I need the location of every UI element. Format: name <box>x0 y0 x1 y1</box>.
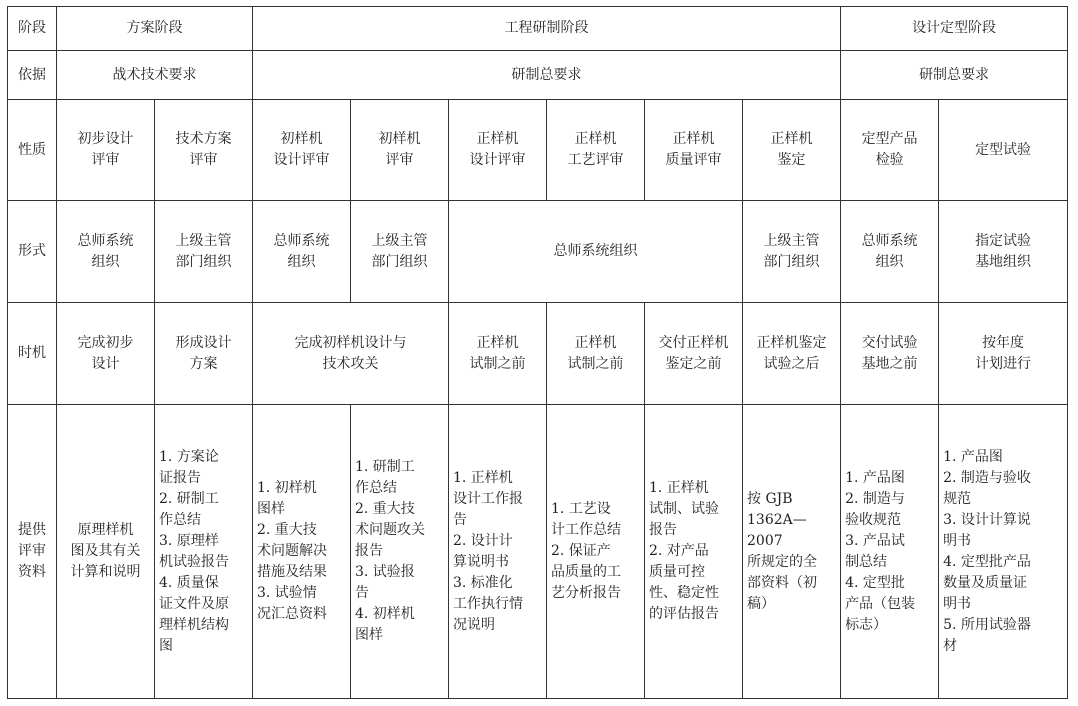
cell-line: 2. 设计计 <box>453 532 513 549</box>
cell-line: 评审 <box>18 543 46 559</box>
cell-line: 4. 定型批产品 <box>943 553 1031 570</box>
review-stage-table <box>7 6 1068 699</box>
cell-line: 设计 <box>91 355 120 372</box>
cell-line: 证文件及原 <box>159 595 229 612</box>
cell-line: 报告 <box>649 522 677 538</box>
cell-line: 计划进行 <box>975 355 1032 372</box>
cell-line: 完成初样机设计与 <box>294 334 407 351</box>
cell-line: 理样机结构 <box>159 616 229 633</box>
cell-line: 机试验报告 <box>159 553 229 570</box>
cell-line: 图样 <box>257 501 285 517</box>
cell-line: 技术方案 <box>175 131 232 147</box>
cell-line: 定型产品 <box>861 131 918 147</box>
nature-cell <box>351 100 449 201</box>
form-cell <box>155 201 253 303</box>
materials-cell <box>841 405 939 699</box>
cell-line: 正样机 <box>770 131 813 147</box>
materials-cell <box>253 405 351 699</box>
cell-line: 提供 <box>18 522 46 538</box>
cell-line: 质量评审 <box>665 152 722 168</box>
cell-line: 制总结 <box>845 553 888 570</box>
materials-cell <box>743 405 841 699</box>
basis-row-label: 依据 <box>8 51 57 100</box>
form-cell <box>253 201 351 303</box>
cell-line: 标志） <box>845 616 888 633</box>
cell-line: 部门组织 <box>763 253 820 270</box>
nature-cell <box>449 100 547 201</box>
cell-line: 指定试验 <box>975 232 1032 249</box>
cell-line: 资料 <box>18 564 46 580</box>
cell-line: 鉴定之前 <box>665 355 722 372</box>
cell-line: 交付正样机 <box>658 334 729 351</box>
cell-line: 1. 方案论 <box>159 448 219 465</box>
cell-line: 部门组织 <box>175 253 232 270</box>
timing-row <box>8 303 1068 405</box>
cell-line: 初样机 <box>280 131 323 147</box>
stage-scheme: 方案阶段 <box>57 7 253 51</box>
cell-line: 1. 工艺设 <box>551 501 611 517</box>
cell-line: 总师系统 <box>273 232 330 249</box>
cell-line: 总师系统组织 <box>553 243 638 259</box>
cell-line: 正样机 <box>574 131 617 147</box>
cell-line: 材 <box>943 637 958 654</box>
cell-line: 上级主管 <box>763 232 820 249</box>
form-cell <box>939 201 1068 303</box>
cell-line: 按年度 <box>982 334 1025 351</box>
timing-cell <box>645 303 743 405</box>
cell-line: 定型试验 <box>975 141 1032 158</box>
nature-cell <box>57 100 155 201</box>
form-cell <box>351 201 449 303</box>
cell-line: 组织 <box>287 253 316 270</box>
nature-cell <box>645 100 743 201</box>
cell-line: 试制、试验 <box>649 501 719 517</box>
stage-design: 设计定型阶段 <box>841 7 1068 51</box>
basis-row <box>8 51 1068 100</box>
cell-line: 2. 重大技 <box>257 522 317 538</box>
cell-line: 鉴定 <box>777 152 806 168</box>
timing-cell <box>939 303 1068 405</box>
timing-cell <box>743 303 841 405</box>
cell-line: 总师系统 <box>77 232 134 249</box>
cell-line: 产品（包装 <box>845 595 916 612</box>
timing-cell <box>57 303 155 405</box>
cell-line: 2. 研制工 <box>159 490 219 507</box>
cell-line: 图及其有关 <box>70 543 141 559</box>
cell-line: 3. 试验情 <box>257 585 317 601</box>
cell-line: 试制之前 <box>567 355 624 372</box>
nature-cell <box>841 100 939 201</box>
cell-line: 基地组织 <box>975 253 1032 270</box>
cell-line: 1. 正样机 <box>649 480 709 496</box>
cell-line: 部资料（初 <box>747 574 817 591</box>
cell-line: 检验 <box>875 152 904 168</box>
cell-line: 2. 制造与验收 <box>943 469 1031 486</box>
timing-cell <box>841 303 939 405</box>
cell-line: 2. 保证产 <box>551 543 611 559</box>
cell-line: 证报告 <box>159 469 201 486</box>
cell-line: 艺分析报告 <box>551 585 621 601</box>
cell-line: 技术攻关 <box>322 355 379 372</box>
cell-line: 正样机 <box>476 131 519 147</box>
cell-line: 的评估报告 <box>649 606 719 622</box>
cell-line: 术问题攻关 <box>355 522 425 538</box>
cell-line: 规范 <box>943 490 972 507</box>
cell-line: 评审 <box>189 152 218 168</box>
cell-line: 况说明 <box>453 616 495 633</box>
cell-line: 组织 <box>875 253 904 270</box>
cell-line: 1. 产品图 <box>845 469 905 486</box>
basis-design: 研制总要求 <box>841 51 1068 100</box>
cell-line: 3. 原理样 <box>159 532 219 549</box>
cell-line: 2. 对产品 <box>649 543 709 559</box>
cell-line: 正样机 <box>476 334 519 351</box>
materials-cell <box>939 405 1068 699</box>
cell-line: 上级主管 <box>175 232 232 249</box>
cell-line: 3. 试验报 <box>355 564 415 580</box>
cell-line: 工艺评审 <box>567 152 624 168</box>
nature-cell <box>547 100 645 201</box>
materials-cell <box>449 405 547 699</box>
cell-line: 3. 标准化 <box>453 574 513 591</box>
basis-engineering: 研制总要求 <box>253 51 841 100</box>
cell-line: 1362A—2007 <box>747 511 807 549</box>
cell-line: 基地之前 <box>861 355 918 372</box>
nature-cell <box>155 100 253 201</box>
cell-line: 计算和说明 <box>70 564 141 580</box>
nature-row <box>8 100 1068 201</box>
form-cell <box>841 201 939 303</box>
cell-line: 设计工作报 <box>453 490 523 507</box>
timing-row-label: 时机 <box>8 303 57 405</box>
cell-line: 明书 <box>943 595 972 612</box>
cell-line: 作总结 <box>355 480 397 496</box>
nature-cell <box>253 100 351 201</box>
cell-line: 告 <box>453 511 467 528</box>
cell-line: 评审 <box>91 152 120 168</box>
cell-line: 4. 初样机 <box>355 606 415 622</box>
cell-line: 1. 初样机 <box>257 480 317 496</box>
timing-cell <box>449 303 547 405</box>
materials-row-label <box>8 405 57 699</box>
cell-line: 4. 定型批 <box>845 574 905 591</box>
cell-line: 部门组织 <box>371 253 428 270</box>
cell-line: 设计评审 <box>469 152 526 168</box>
cell-line: 4. 质量保 <box>159 574 219 591</box>
cell-line: 所规定的全 <box>747 553 817 570</box>
cell-line: 组织 <box>91 253 120 270</box>
cell-line: 2. 制造与 <box>845 490 905 507</box>
materials-cell <box>57 405 155 699</box>
cell-line: 试验之后 <box>763 355 820 372</box>
stage-row <box>8 7 1068 51</box>
cell-line: 措施及结果 <box>257 564 327 580</box>
cell-line: 评审 <box>385 152 414 168</box>
cell-line: 完成初步 <box>77 334 134 351</box>
cell-line: 1. 研制工 <box>355 459 415 475</box>
cell-line: 正样机 <box>574 334 617 351</box>
cell-line: 术问题解决 <box>257 543 327 559</box>
cell-line: 作总结 <box>159 511 201 528</box>
cell-line: 正样机 <box>672 131 715 147</box>
materials-cell <box>547 405 645 699</box>
materials-cell <box>155 405 253 699</box>
form-row-label: 形式 <box>8 201 57 303</box>
timing-cell <box>253 303 449 405</box>
cell-line: 3. 产品试 <box>845 532 905 549</box>
stage-engineering: 工程研制阶段 <box>253 7 841 51</box>
nature-cell <box>939 100 1068 201</box>
cell-line: 形成设计 <box>175 334 232 351</box>
cell-line: 告 <box>355 585 369 601</box>
cell-line: 试制之前 <box>469 355 526 372</box>
cell-line: 算说明书 <box>453 553 509 570</box>
stage-row-label: 阶段 <box>8 7 57 51</box>
cell-line: 5. 所用试验器 <box>943 616 1031 633</box>
nature-cell <box>743 100 841 201</box>
cell-line: 正样机鉴定 <box>756 334 827 351</box>
cell-line: 品质量的工 <box>551 564 621 580</box>
timing-cell <box>547 303 645 405</box>
cell-line: 设计评审 <box>273 152 330 168</box>
cell-line: 计工作总结 <box>551 522 621 538</box>
materials-row <box>8 405 1068 699</box>
cell-line: 上级主管 <box>371 232 428 249</box>
materials-cell <box>645 405 743 699</box>
cell-line: 1. 产品图 <box>943 448 1003 465</box>
form-cell <box>57 201 155 303</box>
form-cell <box>449 201 743 303</box>
cell-line: 况汇总资料 <box>257 606 327 622</box>
cell-line: 性、稳定性 <box>649 585 719 601</box>
cell-line: 明书 <box>943 532 972 549</box>
cell-line: 数量及质量证 <box>943 574 1028 591</box>
form-row <box>8 201 1068 303</box>
basis-scheme: 战术技术要求 <box>57 51 253 100</box>
cell-line: 报告 <box>355 543 383 559</box>
cell-line: 验收规范 <box>845 511 902 528</box>
cell-line: 2. 重大技 <box>355 501 415 517</box>
cell-line: 交付试验 <box>861 334 918 351</box>
timing-cell <box>155 303 253 405</box>
nature-row-label: 性质 <box>8 100 57 201</box>
cell-line: 图 <box>159 637 173 654</box>
cell-line: 原理样机 <box>77 522 134 538</box>
cell-line: 质量可控 <box>649 564 705 580</box>
cell-line: 稿） <box>747 595 775 612</box>
cell-line: 3. 设计计算说 <box>943 511 1031 528</box>
cell-line: 方案 <box>189 355 218 372</box>
cell-line: 初步设计 <box>77 131 134 147</box>
cell-line: 1. 正样机 <box>453 469 513 486</box>
cell-line: 总师系统 <box>861 232 918 249</box>
form-cell <box>743 201 841 303</box>
materials-cell <box>351 405 449 699</box>
cell-line: 图样 <box>355 627 383 643</box>
cell-line: 工作执行情 <box>453 595 523 612</box>
cell-line: 按 GJB <box>747 490 793 507</box>
cell-line: 初样机 <box>378 131 421 147</box>
